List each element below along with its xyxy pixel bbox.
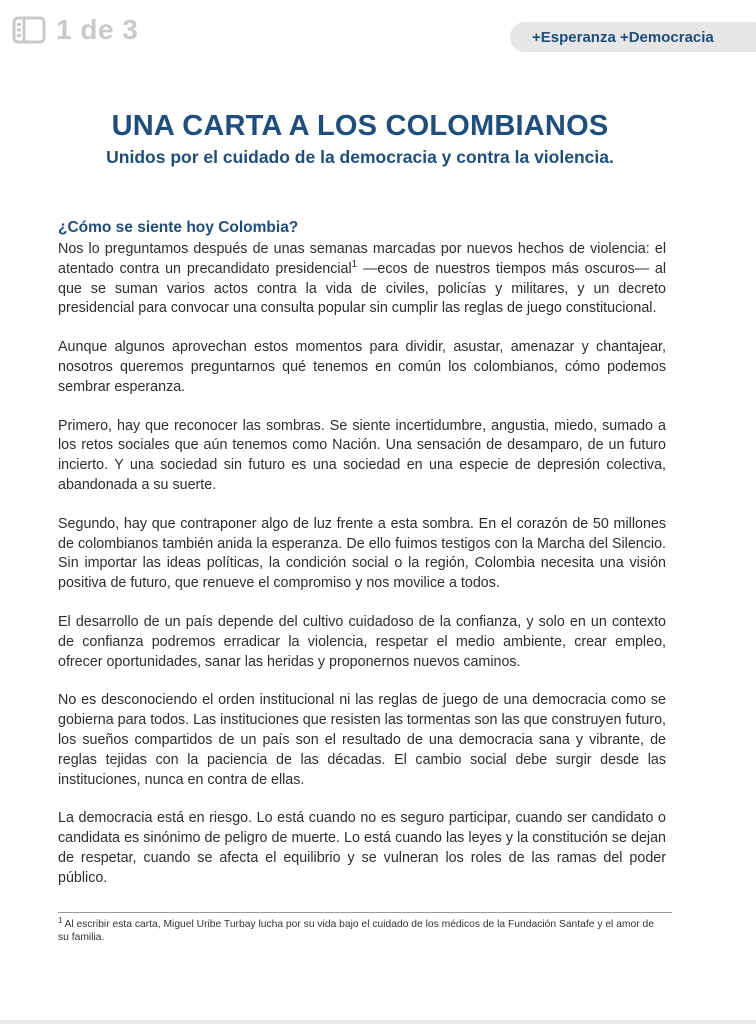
paragraph-1 <box>58 240 666 319</box>
paragraph-2: Aunque algunos aprovechan estos momentos para dividir, asustar, amenazar y chantajear, nosotros queremos preguntarnos qué tenemos en común los colombianos, cómo podemos sembrar esperanza. <box>58 339 666 395</box>
footnote-mark: 1 <box>58 915 63 925</box>
document-subtitle: Unidos por el cuidado de la democracia y contra la violencia. <box>106 147 614 167</box>
paragraph-1-text-a: Nos lo preguntamos después de unas semanas marcadas por nuevos hechos de violencia: el atentado contra un precandidato presidencial <box>58 241 666 277</box>
pages-icon[interactable] <box>12 16 46 44</box>
paragraph-7: La democracia está en riesgo. Lo está cuando no es seguro participar, cuando ser candidato o candidata es sinónimo de peligro de muerte. Lo está cuando las leyes y la constitución se dejan de respetar, cuando se afecta el equilibrio y se vulneran los roles de las ramas del poder público. <box>58 810 666 886</box>
letter-body <box>58 218 666 908</box>
tagline-badge: +Esperanza +Democracia <box>510 22 756 52</box>
footnote-reference[interactable]: 1 <box>351 259 358 271</box>
paragraph-3: Primero, hay que reconocer las sombras. Se siente incertidumbre, angustia, miedo, sumado a los retos sociales que aún tenemos como Nación. Una sensación de desamparo, de un futuro incierto. Y una sociedad sin futuro es una sociedad en una especie de depresión colectiva, abandonada a su suerte. <box>58 417 666 493</box>
paragraph-6: No es desconociendo el orden institucional ni las reglas de juego de una democracia como se gobierna para todos. Las instituciones que resisten las tormentas son las que construyen futuro, los sueños compartidos de un país son el resultado de una democracia sana y vibrante, de reglas tejidas con la paciencia de las décadas. El cambio social debe surgir desde las instituciones, nunca en contra de ellas. <box>58 692 666 788</box>
paragraph-1-text-b: —ecos de nuestros tiempos más oscuros— al que se suman varios actos contra la vida de civiles, policías y militares, y un decreto presidencial para convocar una consulta popular sin cumplir las reglas de juego constitucional. <box>58 260 667 317</box>
document-title: UNA CARTA A LOS COLOMBIANOS <box>111 110 609 142</box>
paragraph-4: Segundo, hay que contraponer algo de luz frente a esta sombra. En el corazón de 50 millones de colombianos también anida la esperanza. De ello fuimos testigos con la Marcha del Silencio. Sin importar las ideas políticas, la condición social o la región, Colombia necesita una visión positiva de futuro, que renueve el compromiso y nos movilice a todos. <box>58 515 666 592</box>
page-bottom-edge <box>0 1020 756 1024</box>
section-heading: ¿Cómo se siente hoy Colombia? <box>58 219 299 236</box>
footnote-divider <box>58 912 672 913</box>
page-indicator[interactable] <box>12 14 138 46</box>
page-count: 1 de 3 <box>56 14 139 45</box>
footnote <box>58 915 666 944</box>
footnote-text: Al escribir esta carta, Miguel Uribe Turbay lucha por su vida bajo el cuidado de los médicos de la Fundación Santafe y el amor de su familia. <box>58 919 654 943</box>
paragraph-5: El desarrollo de un país depende del cultivo cuidadoso de la confianza, y solo en un contexto de confianza podremos erradicar la violencia, respetar el medio ambiente, crear empleo, ofrecer oportunidades, sanar las heridas y proponernos nuevos caminos. <box>58 613 666 670</box>
